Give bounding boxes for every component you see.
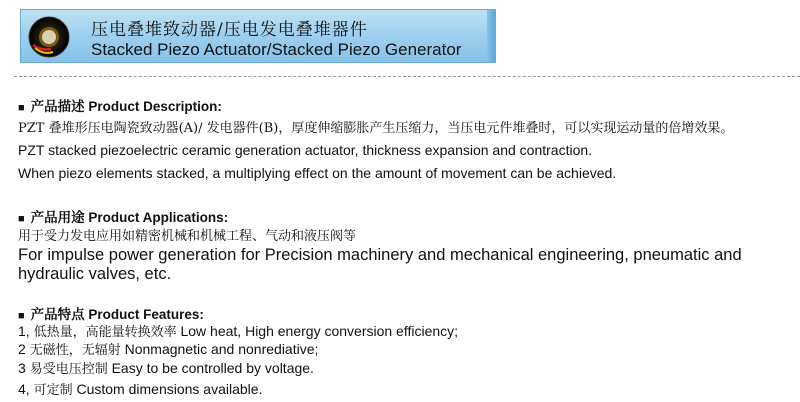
applications-en-1: For impulse power generation for Precision machinery and mechanical engineering, pneumatic and [18, 246, 742, 264]
bullet: ■ [18, 213, 25, 225]
feature-en: Nonmagnetic and nonrediative; [124, 341, 319, 357]
feature-number: 1, [18, 323, 30, 339]
feature-item [18, 339, 318, 358]
feature-cn: 低热量，高能量转换效率 [33, 325, 177, 340]
feature-cn: 无磁性，无辐射 [29, 343, 121, 358]
description-heading-text: 产品描述 Product Description: [30, 99, 222, 114]
feature-number: 4, [18, 381, 30, 397]
applications-en-2: hydraulic valves, etc. [18, 265, 172, 283]
applications-cn: 用于受力发电应用如精密机械和机械工程、气动和液压阀等 [18, 229, 357, 244]
header-edge [487, 10, 495, 62]
description-en-2: When piezo elements stacked, a multiplying effect on the amount of movement can be achieved. [18, 165, 617, 181]
title-english: Stacked Piezo Actuator/Stacked Piezo Generator [91, 40, 462, 59]
features-heading-text: 产品特点 Product Features: [30, 307, 204, 322]
feature-number: 2 [18, 341, 26, 357]
feature-number: 3 [18, 360, 26, 376]
feature-cn: 可定制 [33, 383, 73, 398]
feature-cn: 易受电压控制 [29, 362, 108, 377]
bullet: ■ [18, 102, 25, 114]
feature-en: Custom dimensions available. [76, 381, 263, 397]
title-chinese: 压电叠堆致动器/压电发电叠堆器件 [91, 20, 368, 40]
feature-item [18, 358, 314, 377]
feature-en: Low heat, High energy conversion efficiency; [180, 323, 459, 339]
applications-heading-text: 产品用途 Product Applications: [30, 210, 229, 225]
description-en-1: PZT stacked piezoelectric ceramic generation actuator, thickness expansion and contraction. [18, 142, 593, 158]
feature-en: Easy to be controlled by voltage. [111, 360, 314, 376]
bullet: ■ [18, 310, 25, 322]
description-cn: PZT 叠堆形压电陶瓷致动器(A)/ 发电器件(B)，厚度伸缩膨胀产生压缩力，当压电元件堆叠时，可以实现运动量的倍增效果。 [18, 121, 734, 136]
feature-item [18, 379, 262, 398]
piezo-ring-icon [27, 15, 71, 59]
applications-heading [18, 206, 228, 226]
header-banner [20, 9, 496, 63]
features-heading [18, 303, 204, 323]
divider [14, 76, 800, 77]
feature-item [18, 321, 458, 340]
description-heading [18, 95, 222, 115]
